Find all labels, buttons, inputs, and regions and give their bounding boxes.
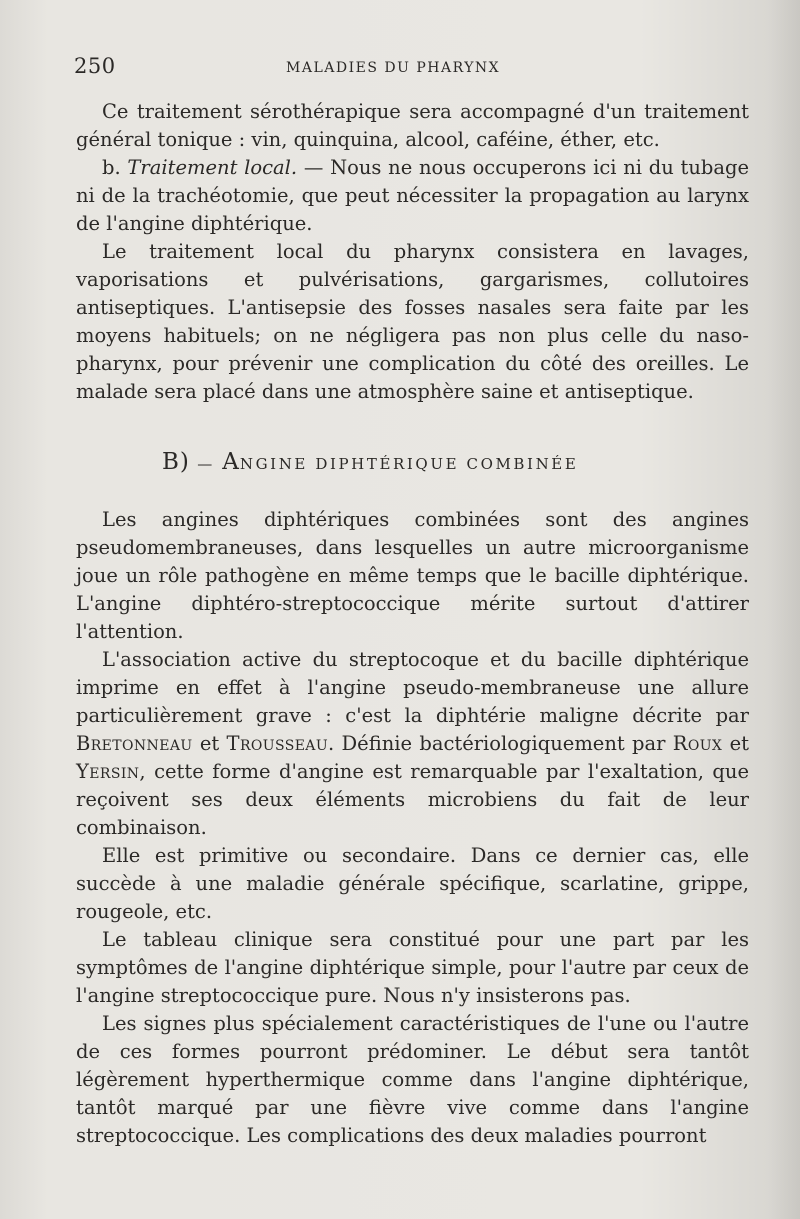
- body-text: [76, 98, 749, 1150]
- paragraph-text: Le traitement local du pharynx consistera en lavages, vaporisations et pulvérisations, gargarismes, collutoires antiseptiques. L'antisepsie des fosses nasales sera faite par les moyens habituels; on ne négligera pas non plus celle du naso-pharynx, pour prévenir une complication du côté des oreilles. Le malade sera placé dans une atmosphère saine et antiseptique.: [76, 240, 749, 403]
- paragraph-text: L'association active du streptocoque et du bacille diphtérique imprime en effet à l'angine pseudo-membraneuse une allure particulièrement grave : c'est la diphtérie maligne décrite par: [76, 648, 749, 727]
- paragraph-pharynx-treatment: [76, 238, 749, 406]
- paragraph-primary-secondary: [76, 842, 749, 926]
- author-name: Yersin: [76, 760, 140, 783]
- paragraph-text: Ce traitement sérothérapique sera accompagné d'un traitement général tonique : vin, quinquina, alcool, caféine, éther, etc.: [76, 100, 749, 151]
- conjunction: et: [199, 732, 220, 755]
- conjunction: et: [729, 732, 749, 755]
- paragraph-signs: [76, 1010, 749, 1150]
- page-header: [74, 54, 750, 84]
- paragraph-text: . Définie bactériologiquement par: [328, 732, 666, 755]
- paragraph-text: Elle est primitive ou secondaire. Dans ce dernier cas, elle succède à une maladie générale spécifique, scarlatine, grippe, rougeole, etc.: [76, 844, 749, 923]
- section-letter: B): [162, 449, 190, 475]
- author-name: Bretonneau: [76, 732, 193, 755]
- subsection-label: b.: [102, 156, 121, 179]
- section-heading: [76, 448, 749, 476]
- paragraph-text: , cette forme d'angine est remarquable par l'exaltation, que reçoivent ses deux éléments microbiens du fait de leur combinaison.: [76, 760, 749, 839]
- paragraph-text: Le tableau clinique sera constitué pour une part par les symptômes de l'angine diphtérique simple, pour l'autre par ceux de l'angine streptococcique pure. Nous n'y insisterons pas.: [76, 928, 749, 1007]
- paragraph-text: Les signes plus spécialement caractéristiques de l'une ou l'autre de ces formes pourront prédominer. Le début sera tantôt légèrement hyperthermique comme dans l'angine diphtérique, tantôt marqué par une fièvre vive comme dans l'angine streptococcique. Les complications des deux maladies pourront: [76, 1012, 749, 1147]
- paragraph-serotherapy: [76, 98, 749, 154]
- paragraph-text: — Nous ne nous occuperons ici ni du tubage ni de la trachéotomie, que peut nécessiter la propagation au larynx de l'angine diphtérique.: [76, 156, 750, 235]
- section-dash: —: [197, 455, 215, 473]
- section-title-initial: A: [222, 449, 240, 475]
- page-number: 250: [74, 54, 116, 78]
- running-head: MALADIES DU PHARYNX: [286, 60, 501, 76]
- author-name: Trousseau: [226, 732, 329, 755]
- paragraph-association: [76, 646, 749, 842]
- paragraph-combined-angina: [76, 506, 749, 646]
- paragraph-local-treatment: [76, 154, 749, 238]
- paragraph-text: Les angines diphtériques combinées sont des angines pseudomembraneuses, dans lesquelles un autre microorganisme joue un rôle pathogène en même temps que le bacille diphtérique. L'angine diphtéro-streptococcique mérite surtout d'attirer l'attention.: [76, 508, 749, 643]
- author-name: Roux: [672, 732, 723, 755]
- paragraph-clinical-picture: [76, 926, 749, 1010]
- subsection-title: Traitement local.: [127, 156, 298, 179]
- section-title-rest: NGINE DIPHTÉRIQUE COMBINÉE: [239, 455, 579, 473]
